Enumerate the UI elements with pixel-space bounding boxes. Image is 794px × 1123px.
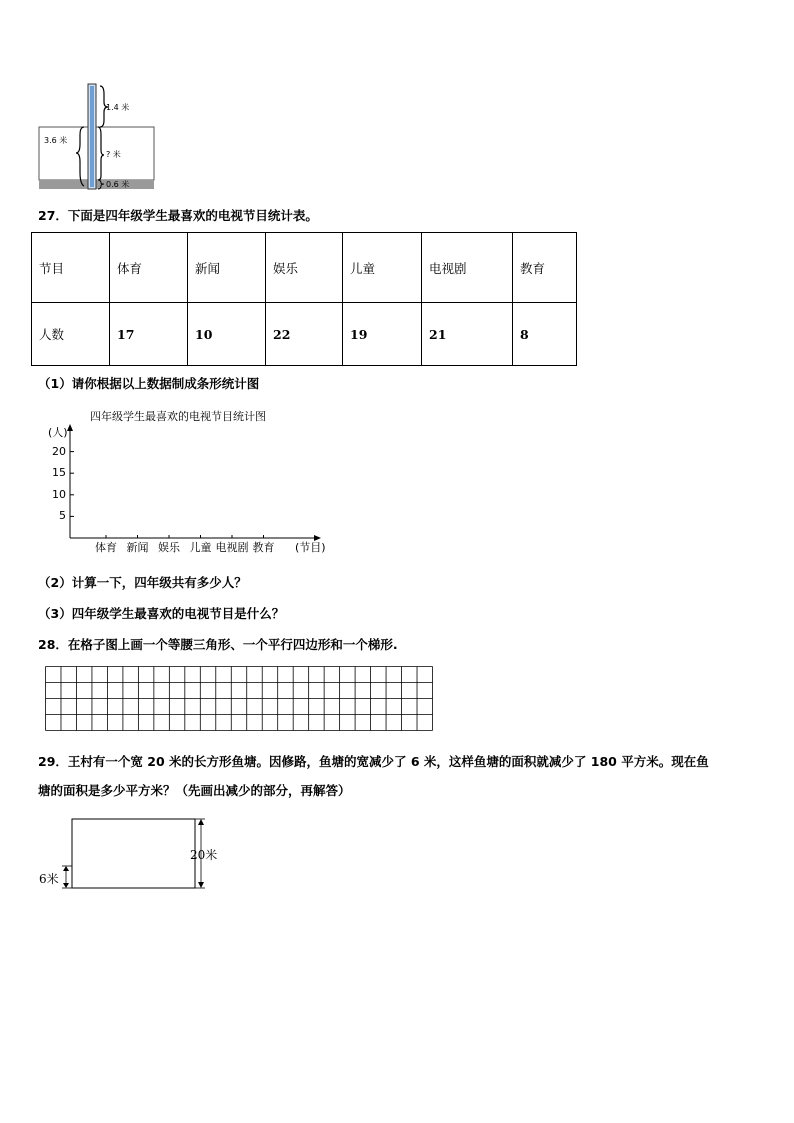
- table-cell: 21: [422, 303, 513, 366]
- q29-line2: 塘的面积是多少平方米？（先画出减少的部分，再解答）: [38, 783, 351, 798]
- table-cell: 22: [266, 303, 343, 366]
- pole-figure: [30, 80, 180, 195]
- x-tick-label: 新闻: [126, 541, 149, 554]
- grid-paper[interactable]: [45, 666, 433, 731]
- table-cell: 体育: [110, 233, 188, 303]
- table-cell: 10: [188, 303, 266, 366]
- table-cell: 17: [110, 303, 188, 366]
- q27-title: 27．下面是四年级学生最喜欢的电视节目统计表。: [38, 208, 318, 223]
- q28-title: 28．在格子图上画一个等腰三角形、一个平行四边形和一个梯形.: [38, 637, 398, 652]
- y-tick-label: 5: [59, 509, 66, 523]
- table-row-header: [32, 233, 577, 303]
- table-cell: 儿童: [343, 233, 422, 303]
- q27-part1: （1）请你根据以上数据制成条形统计图: [38, 376, 260, 391]
- table-cell: 节目: [32, 233, 110, 303]
- table-cell: 8: [513, 303, 577, 366]
- x-tick-label: 教育: [252, 541, 275, 554]
- y-tick-label: 20: [52, 444, 66, 458]
- pond-figure: [30, 812, 230, 897]
- q29-line1: 29．王村有一个宽 20 米的长方形鱼塘。因修路，鱼塘的宽减少了 6 米，这样鱼塘的面积就减少了 180 平方米。现在鱼: [38, 754, 709, 769]
- x-tick-label: 电视剧: [215, 541, 249, 554]
- q27-part3: （3）四年级学生最喜欢的电视节目是什么？: [38, 606, 285, 621]
- x-tick-label: 娱乐: [158, 541, 180, 554]
- table-cell: 19: [343, 303, 422, 366]
- y-tick-label: 10: [52, 487, 66, 501]
- bar-chart: [40, 400, 340, 560]
- x-tick-label: 儿童: [189, 541, 212, 554]
- label-width-20m: 20米: [190, 848, 218, 862]
- x-axis-label: (节目): [295, 541, 326, 554]
- chart-title: 四年级学生最喜欢的电视节目统计图: [90, 410, 266, 423]
- label-reduce-6m: 6米: [39, 872, 59, 886]
- label-top: 1.4 米: [106, 103, 130, 112]
- q27-part2: （2）计算一下，四年级共有多少人？: [38, 575, 247, 590]
- label-bottom: 0.6 米: [106, 180, 130, 189]
- stat-table: [31, 232, 577, 366]
- table-cell: 娱乐: [266, 233, 343, 303]
- x-tick-label: 体育: [95, 541, 117, 554]
- table-row-values: [32, 303, 577, 366]
- y-tick-label: 15: [52, 466, 66, 480]
- label-mid: ? 米: [106, 150, 121, 159]
- y-axis-label: (人): [48, 426, 68, 439]
- table-cell: 人数: [32, 303, 110, 366]
- table-cell: 电视剧: [422, 233, 513, 303]
- label-left: 3.6 米: [44, 136, 68, 145]
- table-cell: 教育: [513, 233, 577, 303]
- table-cell: 新闻: [188, 233, 266, 303]
